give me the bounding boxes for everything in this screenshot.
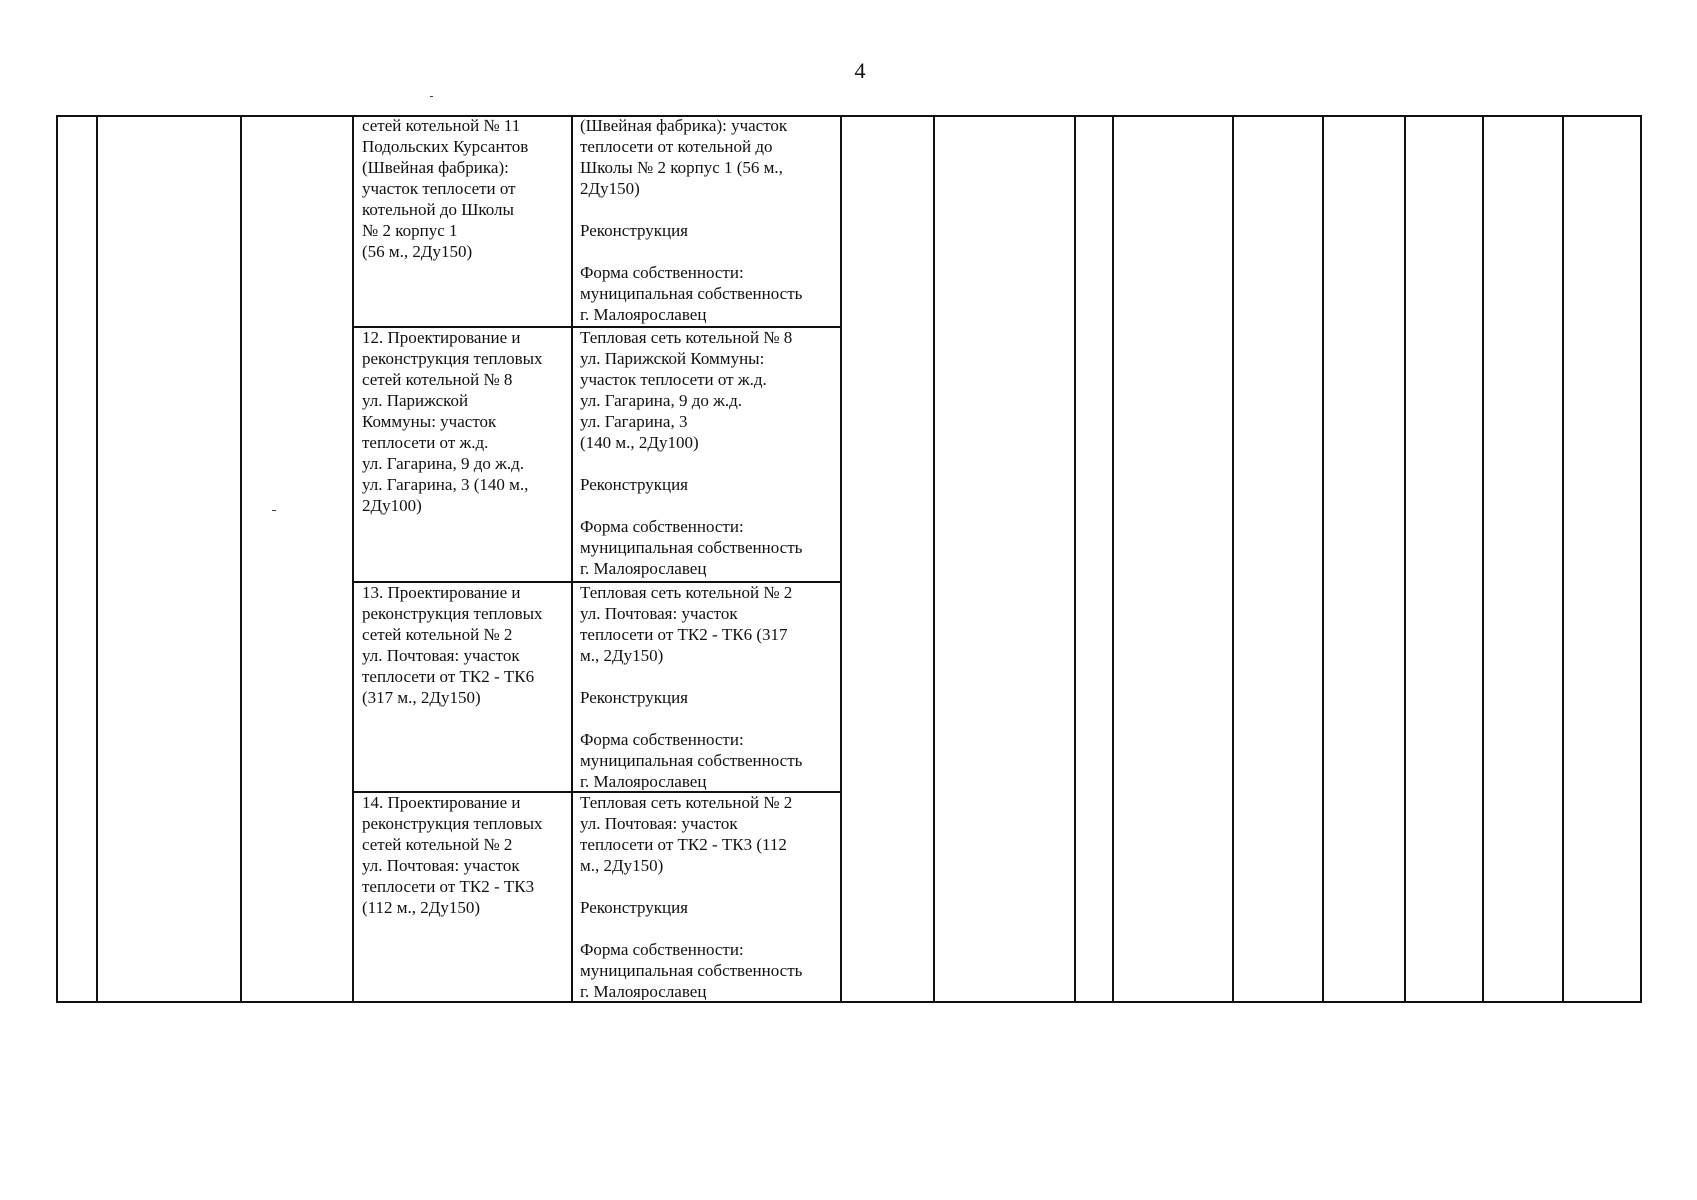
column-divider xyxy=(1322,115,1324,1003)
column-divider xyxy=(1232,115,1234,1003)
column-divider xyxy=(1074,115,1076,1003)
table-cell-measure-name: 13. Проектирование и реконструкция тепловых сетей котельной № 2 ул. Почтовая: участок теплосети от ТК2 - ТК6 (317 м., 2Ду150) xyxy=(362,583,543,707)
column-divider xyxy=(1482,115,1484,1003)
scan-mark xyxy=(430,96,433,97)
column-divider xyxy=(933,115,935,1003)
table-cell-object-description: Тепловая сеть котельной № 8 ул. Парижской Коммуны: участок теплосети от ж.д. ул. Гагарина, 9 до ж.д. ул. Гагарина, 3 (140 м., 2Ду100) Реконструкция Форма собственности: муниципальная собственность г. Малоярославец xyxy=(580,328,803,578)
column-divider xyxy=(240,115,242,1003)
table-cell-measure-name: 14. Проектирование и реконструкция тепловых сетей котельной № 2 ул. Почтовая: участок теплосети от ТК2 - ТК3 (112 м., 2Ду150) xyxy=(362,793,543,917)
column-divider xyxy=(1404,115,1406,1003)
table-right-border xyxy=(1640,115,1642,1003)
page-number: 4 xyxy=(854,58,866,83)
table-cell-object-description: Тепловая сеть котельной № 2 ул. Почтовая: участок теплосети от ТК2 - ТК3 (112 м., 2Ду150) Реконструкция Форма собственности: муниципальная собственность г. Малоярославец xyxy=(580,793,803,1000)
column-divider xyxy=(1562,115,1564,1003)
column-divider xyxy=(1112,115,1114,1003)
scan-mark xyxy=(272,510,276,511)
column-divider xyxy=(571,115,573,1003)
column-divider xyxy=(352,115,354,1003)
table-cell-object-description: Тепловая сеть котельной № 2 ул. Почтовая: участок теплосети от ТК2 - ТК6 (317 м., 2Ду150) Реконструкция Форма собственности: муниципальная собственность г. Малоярославец xyxy=(580,583,803,790)
table-cell-object-description: (Швейная фабрика): участок теплосети от котельной до Школы № 2 корпус 1 (56 м., 2Ду150) Реконструкция Форма собственности: муниципальная собственность г. Малоярославец xyxy=(580,116,803,324)
table-cell-measure-name: 12. Проектирование и реконструкция тепловых сетей котельной № 8 ул. Парижской Коммуны: участок теплосети от ж.д. ул. Гагарина, 9 до ж.д. ул. Гагарина, 3 (140 м., 2Ду100) xyxy=(362,328,543,515)
column-divider xyxy=(840,115,842,1003)
table-left-border xyxy=(56,115,58,1003)
table-cell-measure-name: сетей котельной № 11 Подольских Курсантов (Швейная фабрика): участок теплосети от котельной до Школы № 2 корпус 1 (56 м., 2Ду150) xyxy=(362,116,529,261)
data-table xyxy=(56,115,1642,1003)
column-divider xyxy=(96,115,98,1003)
